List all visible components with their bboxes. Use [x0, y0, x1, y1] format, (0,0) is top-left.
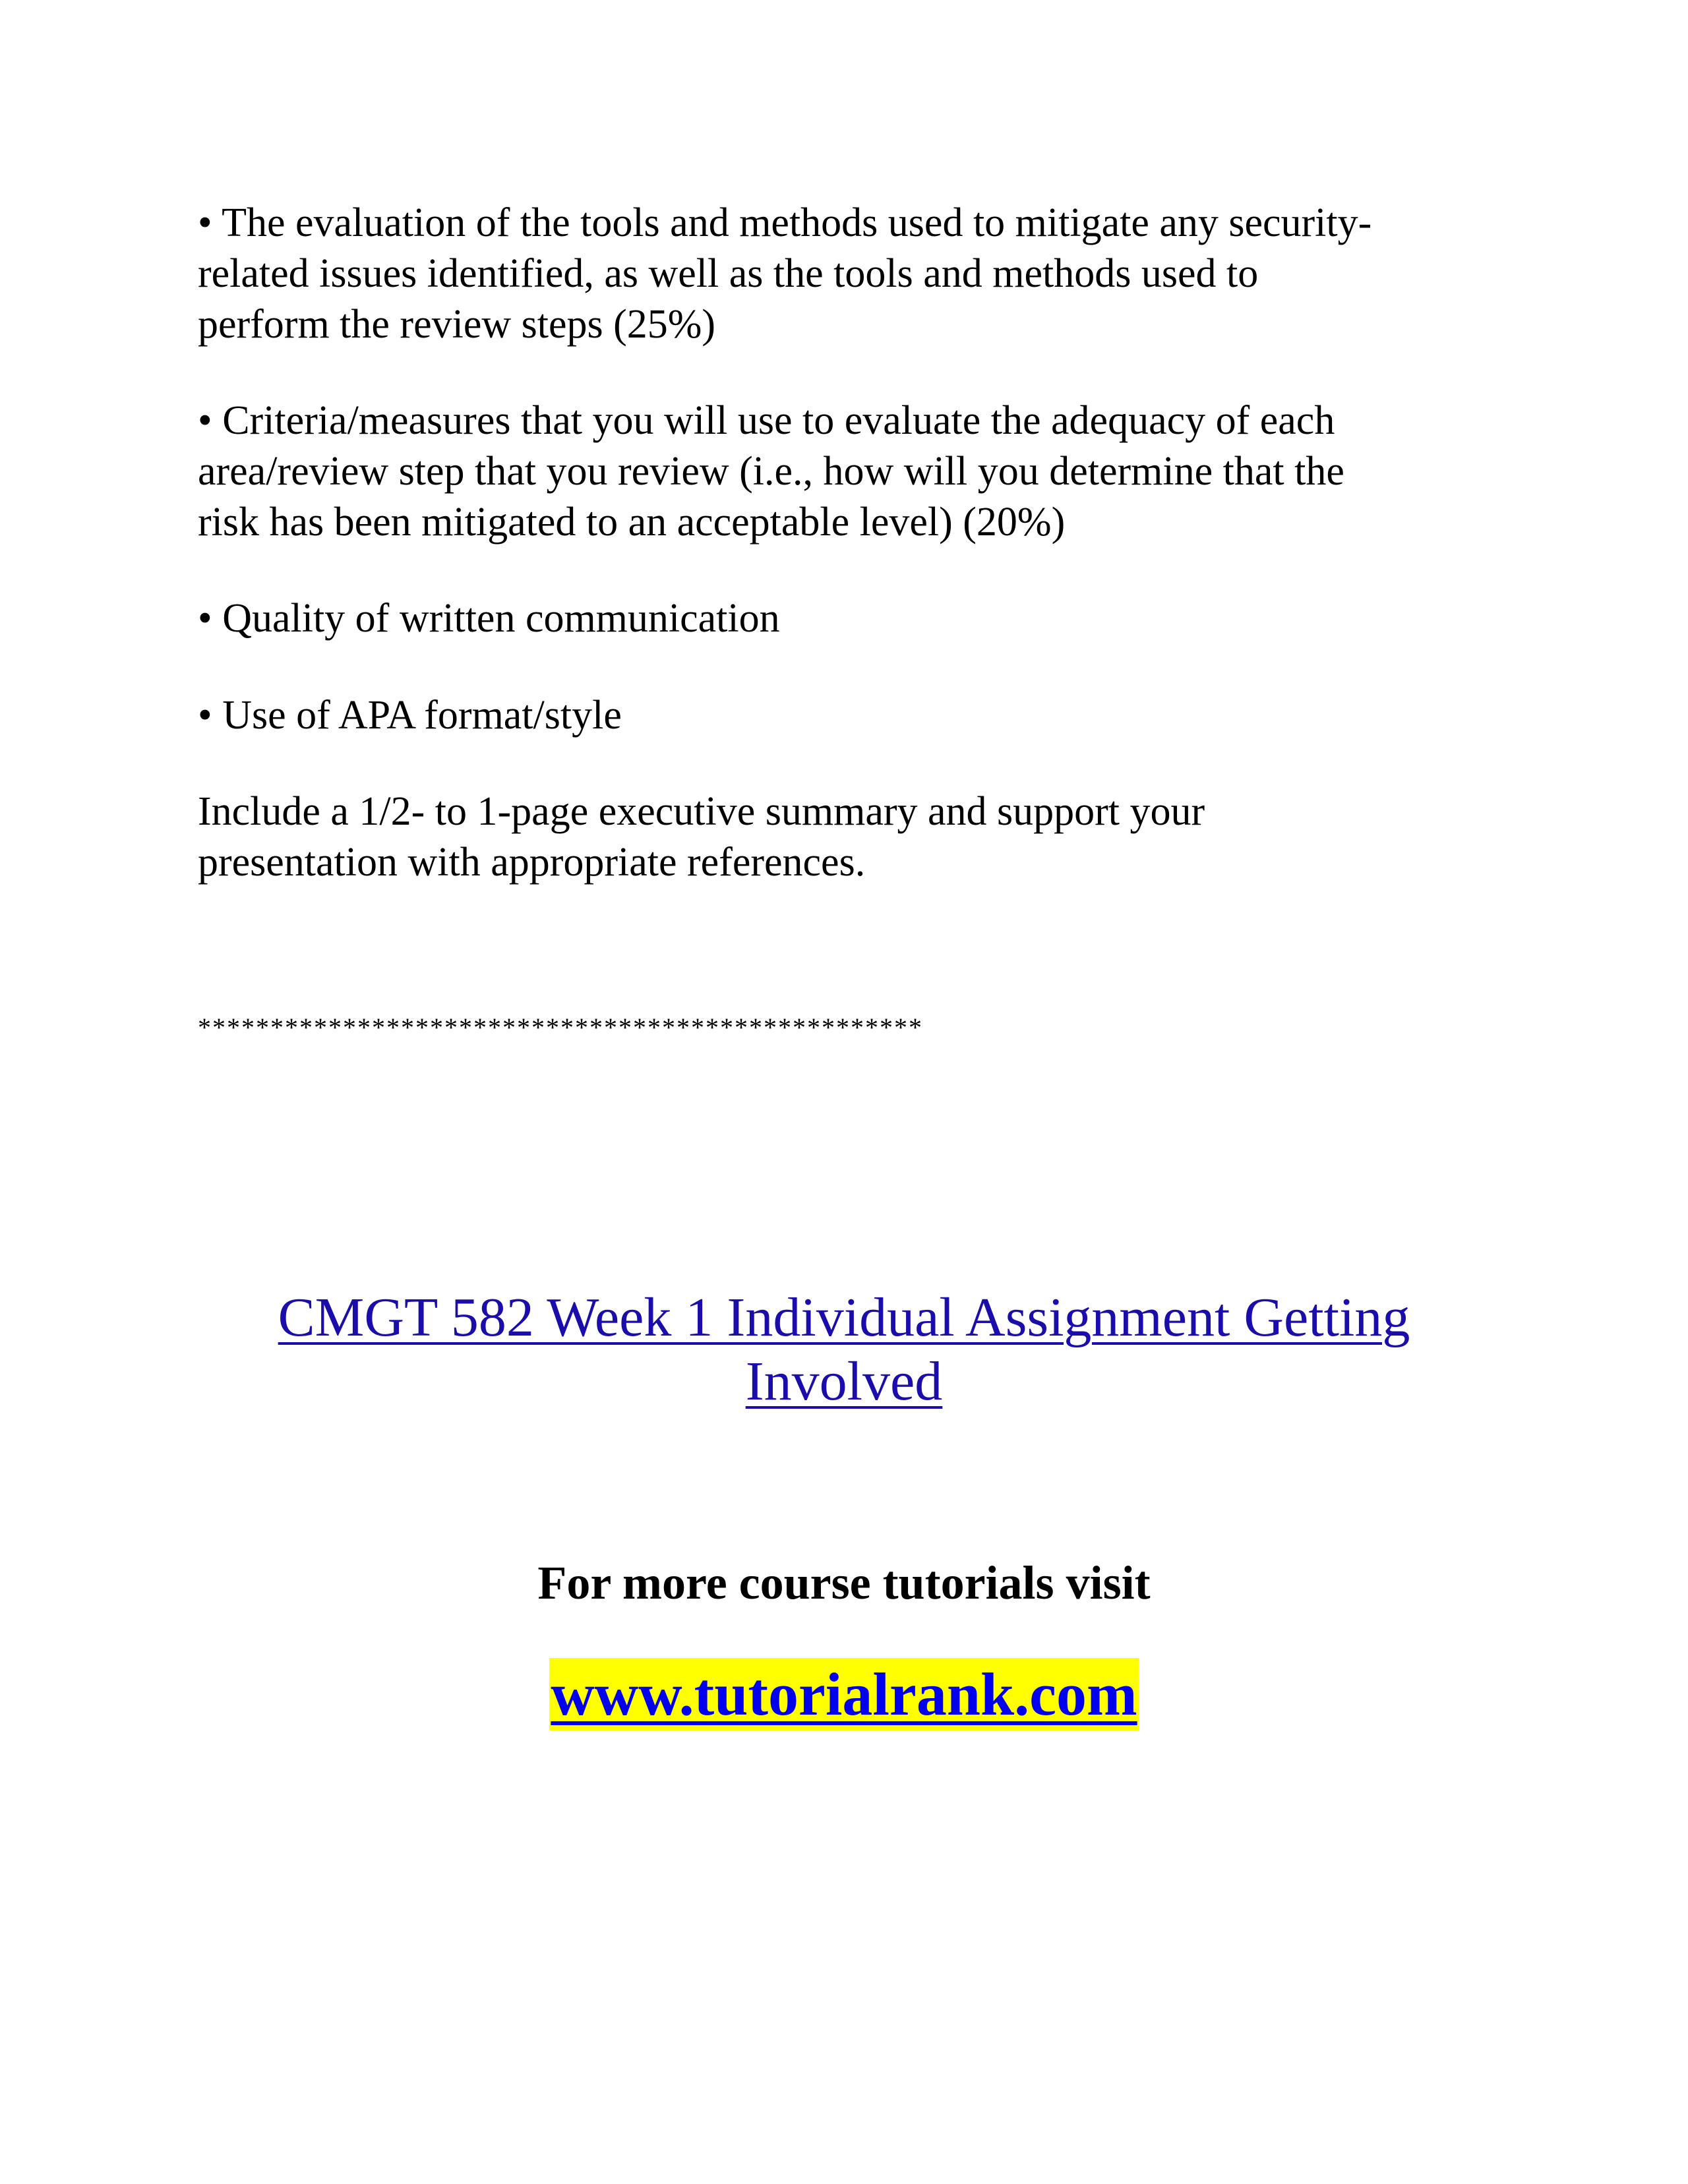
text-line: presentation with appropriate references.: [198, 840, 866, 885]
asterisk-separator: **************************************************: [198, 1013, 923, 1042]
course-link[interactable]: [0, 1285, 1688, 1413]
text-line: related issues identified, as well as the tools and methods used to: [198, 251, 1259, 296]
promo-url-link[interactable]: www.tutorialrank.com: [549, 1658, 1138, 1730]
text-line: Include a 1/2- to 1-page executive summary and support your: [198, 789, 1205, 834]
text-line: perform the review steps (25%): [198, 302, 716, 347]
text-line: • Use of APA format/style: [198, 693, 622, 738]
text-line: • The evaluation of the tools and methods used to mitigate any security-: [198, 200, 1372, 245]
text-line: area/review step that you review (i.e., how will you determine that the: [198, 449, 1344, 494]
bullet-apa-format: [198, 690, 1517, 741]
text-line: • Criteria/measures that you will use to evaluate the adequacy of each: [198, 398, 1335, 443]
text-line: risk has been mitigated to an acceptable level) (20%): [198, 500, 1066, 545]
course-link-line-2[interactable]: Involved: [745, 1351, 943, 1412]
text-line: • Quality of written communication: [198, 596, 780, 641]
course-link-line-1[interactable]: CMGT 582 Week 1 Individual Assignment Getting: [278, 1287, 1410, 1348]
executive-summary-paragraph: [198, 786, 1517, 888]
bullet-criteria-measures: [198, 396, 1517, 548]
bullet-written-communication: [198, 593, 1517, 644]
promo-url-container: [0, 1658, 1688, 1730]
promo-text: For more course tutorials visit: [537, 1556, 1151, 1609]
bullet-tools-evaluation: [198, 198, 1517, 350]
